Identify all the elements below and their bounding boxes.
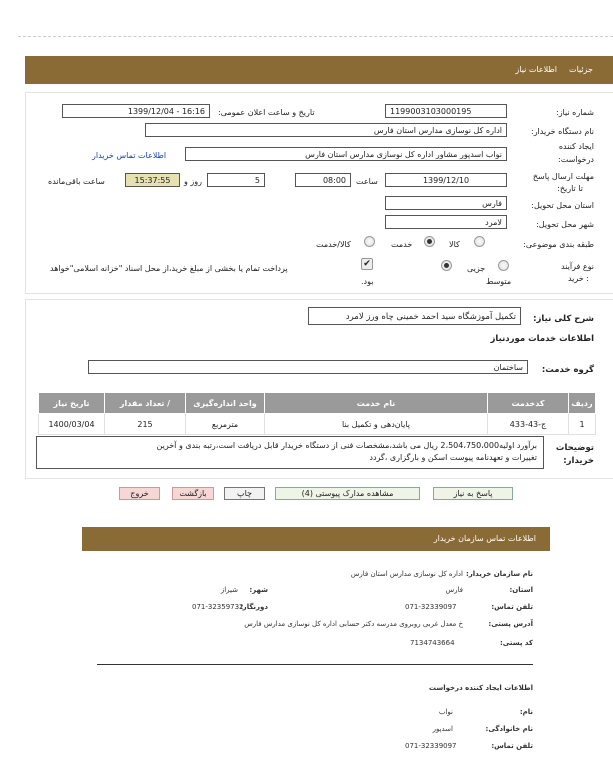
table-row xyxy=(39,414,596,435)
attachments-button[interactable]: مشاهده مدارک پیوستی (4) xyxy=(275,487,420,500)
creator-first-name-label: نام: xyxy=(519,708,533,716)
cell-service-code: ج-43-433 xyxy=(488,414,569,435)
contact-address: خ معدل غربی روبروی مدرسه دکتر حسابی اداره کل نوسازی مدارس فارس xyxy=(244,620,463,628)
category-goods-label: کالا xyxy=(449,240,460,249)
contact-postal: 7134743664 xyxy=(410,639,455,647)
creator-last-name-label: نام خانوادگی: xyxy=(485,725,533,733)
cell-unit: مترمربع xyxy=(186,414,265,435)
purchase-medium-label: متوسط xyxy=(486,277,512,286)
back-button[interactable]: بازگشت xyxy=(172,487,214,500)
announce-label: تاریخ و ساعت اعلان عمومی: xyxy=(218,108,315,117)
print-button[interactable]: چاپ xyxy=(224,487,265,500)
city-label: شهر محل تحویل: xyxy=(536,220,594,229)
col-quantity: / تعداد مقدار xyxy=(105,393,186,414)
contact-divider xyxy=(97,664,533,665)
col-unit: واحد اندازه‌گیری xyxy=(186,393,265,414)
contact-address-label: آدرس پستی: xyxy=(488,620,533,628)
purchase-type-label-2: : خرید xyxy=(567,274,589,283)
cell-need-date: 1400/03/04 xyxy=(39,414,105,435)
creator-phone-label: تلفن تماس: xyxy=(491,742,533,750)
contact-postal-label: کد پستی: xyxy=(499,639,533,647)
service-group-label: گروه خدمت: xyxy=(541,365,594,375)
col-service-code: کدخدمت xyxy=(488,393,569,414)
cell-quantity: 215 xyxy=(105,414,186,435)
purchase-medium-radio[interactable] xyxy=(441,260,452,271)
table-header-row xyxy=(39,393,596,414)
tab-need-info[interactable]: اطلاعات نیاز xyxy=(515,65,557,74)
cell-service-name: پایان‌دهی و تکمیل بنا xyxy=(265,414,488,435)
contact-phone-label: تلفن تماس: xyxy=(491,603,533,611)
category-both-radio[interactable] xyxy=(364,236,375,247)
contact-org-name-label: نام سازمان خریدار: xyxy=(465,570,533,578)
deadline-date-field: 1399/12/10 xyxy=(385,173,507,187)
col-service-name: نام خدمت xyxy=(265,393,488,414)
tab-details[interactable]: جزئیات xyxy=(569,65,593,74)
days-field: 5 xyxy=(207,173,265,187)
buyer-org-field: اداره کل نوسازی مدارس استان فارس xyxy=(145,123,507,137)
contact-fax: 071-32359732 xyxy=(192,603,244,611)
province-field: فارس xyxy=(385,196,507,210)
buyer-notes-box xyxy=(36,436,544,469)
contact-city-label: شهر: xyxy=(249,586,268,594)
summary-field: تکمیل آموزشگاه سید احمد خمینی چاه ورز لامرد xyxy=(308,307,521,325)
purchase-type-label-1: نوع فرآیند xyxy=(561,262,594,271)
category-service-radio[interactable] xyxy=(424,236,435,247)
deadline-time-label: ساعت xyxy=(356,177,378,186)
contact-city: شیراز xyxy=(220,586,238,594)
buyer-notes-label-1: توضیحات xyxy=(555,443,594,453)
cell-row: 1 xyxy=(569,414,596,435)
creator-first-name: نواب xyxy=(438,708,453,716)
services-table xyxy=(38,392,596,435)
service-group-field: ساختمان xyxy=(88,360,528,374)
header-banner xyxy=(25,56,613,84)
buyer-org-label: نام دستگاه خریدار: xyxy=(531,127,594,136)
creator-info-heading: اطلاعات ایجاد کننده درخواست xyxy=(428,684,533,692)
need-number-label: شماره نیاز: xyxy=(556,108,594,117)
purchase-small-radio[interactable] xyxy=(498,260,509,271)
contact-heading: اطلاعات تماس سازمان خریدار xyxy=(433,534,536,543)
creator-label-2: درخواست: xyxy=(558,155,594,164)
services-heading: اطلاعات خدمات موردنیاز xyxy=(490,334,594,344)
exit-button[interactable]: خروج xyxy=(119,487,160,500)
category-goods-radio[interactable] xyxy=(474,236,485,247)
top-divider xyxy=(18,36,613,37)
creator-last-name: اسدپور xyxy=(432,725,453,733)
contact-province-label: استان: xyxy=(509,586,533,594)
deadline-time-field: 08:00 xyxy=(295,173,351,187)
payment-note-2: بود. xyxy=(361,277,374,286)
remaining-time-field: 15:37:55 xyxy=(125,173,180,187)
deadline-label-1: مهلت ارسال پاسخ xyxy=(532,172,594,181)
contact-org-name: اداره کل نوسازی مدارس استان فارس xyxy=(350,570,463,578)
remaining-label: ساعت باقی‌مانده xyxy=(48,177,105,186)
city-field: لامرد xyxy=(385,215,507,229)
purchase-small-label: جزیی xyxy=(467,264,486,273)
buyer-notes-line-2: تغییرات و تعهدنامه پیوست اسکن و بارگزاری ،گردد xyxy=(369,453,537,462)
province-label: استان محل تحویل: xyxy=(531,201,594,210)
contact-banner xyxy=(82,527,550,551)
need-number-field: 1199003103000195 xyxy=(385,104,507,118)
treasury-checkbox[interactable]: ✔ xyxy=(361,258,373,270)
contact-province: فارس xyxy=(445,586,463,594)
payment-note-1: پرداخت تمام یا بخشی از مبلغ خرید،از محل اسناد "خزانه اسلامی"خواهد xyxy=(50,264,288,273)
category-service-label: خدمت xyxy=(391,240,413,249)
creator-phone: 071-32339097 xyxy=(405,742,457,750)
category-label: طبقه بندی موضوعی: xyxy=(523,240,594,249)
contact-fax-label: دورنگار: xyxy=(239,603,268,611)
category-both-label: کالا/خدمت xyxy=(316,240,351,249)
announce-field: 1399/12/04 - 16:16 xyxy=(62,104,210,118)
buyer-notes-line-1: برآورد اولیه2،504،750،000 ریال می باشد،مشخصات فنی از دستگاه خریدار قابل دریافت است،رتبه بندی و آخرین xyxy=(156,441,537,450)
reply-button[interactable]: پاسخ به نیاز xyxy=(433,487,513,500)
contact-phone: 071-32339097 xyxy=(405,603,457,611)
creator-field: نواب اسدپور مشاور اداره کل نوسازی مدارس استان فارس xyxy=(185,147,507,161)
col-need-date: تاریخ نیاز xyxy=(39,393,105,414)
deadline-label-2: تا تاریخ: xyxy=(557,184,583,193)
days-label: روز و xyxy=(184,177,202,186)
creator-label-1: ایجاد کننده xyxy=(558,142,594,151)
col-row: ردیف xyxy=(569,393,596,414)
summary-label: شرح کلی نیاز: xyxy=(533,314,594,324)
buyer-contact-link[interactable]: اطلاعات تماس خریدار xyxy=(92,151,167,160)
buyer-notes-label-2: خریدار: xyxy=(563,456,594,466)
